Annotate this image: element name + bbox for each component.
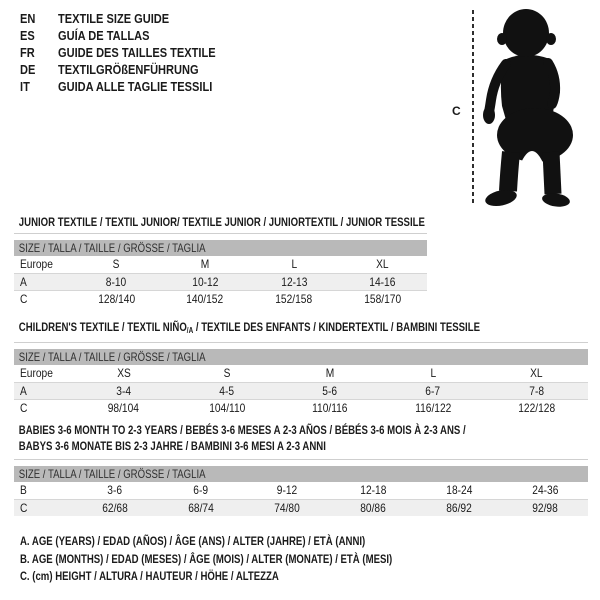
cell-value: 74/80	[274, 500, 300, 515]
row-label: A	[20, 274, 27, 289]
value-cell	[72, 482, 158, 499]
legend-line: C. (cm) HEIGHT / ALTURA / HAUTEUR / HÖHE / ALTEZZA	[20, 569, 279, 583]
height-measure-label: C	[452, 104, 461, 118]
divider	[14, 342, 588, 343]
section-title	[14, 320, 480, 337]
row-label-cell	[14, 382, 72, 399]
language-row	[20, 78, 243, 95]
language-row	[20, 61, 243, 78]
value-cell	[330, 499, 416, 516]
value-cell	[161, 256, 250, 273]
table-header-label: SIZE / TALLA / TAILLE / GRÖSSE / TAGLIA	[18, 350, 206, 364]
language-guide-title: GUIDA ALLE TAGLIE TESSILI	[58, 79, 213, 94]
value-cell	[502, 482, 588, 499]
language-guide-title: TEXTILGRÖßENFÜHRUNG	[58, 62, 199, 77]
table-header-bar	[14, 466, 588, 482]
row-label-cell	[14, 273, 72, 290]
value-cell	[72, 290, 161, 307]
language-code: DE	[20, 62, 36, 77]
cell-value: 6-9	[193, 483, 209, 498]
table-header-bar	[14, 240, 427, 256]
cell-value: XL	[376, 257, 389, 272]
language-row	[20, 10, 243, 27]
value-cell	[244, 482, 330, 499]
value-cell	[72, 273, 161, 290]
section-title-sub: /A	[186, 326, 194, 335]
cell-value: 9-12	[276, 483, 298, 498]
cell-value: 3-6	[107, 483, 123, 498]
value-cell	[175, 399, 278, 416]
value-cell	[250, 273, 339, 290]
row-label: C	[20, 500, 28, 515]
legend	[20, 533, 485, 586]
section-title	[14, 422, 473, 454]
cell-value: S	[223, 366, 231, 381]
row-label: C	[20, 400, 28, 415]
cell-value: 86/92	[446, 500, 472, 515]
value-cell	[278, 382, 381, 399]
row-label: C	[20, 291, 28, 306]
section-title-line1: BABIES 3-6 MONTH TO 2-3 YEARS / BEBÉS 3-6 MESES A 2-3 AÑOS / BÉBÉS 3-6 MOIS À 2-3 ANS /	[18, 423, 466, 437]
cell-value: 62/68	[102, 500, 128, 515]
section-children-textile	[14, 321, 588, 416]
value-cell	[416, 499, 502, 516]
row-label-cell	[14, 256, 72, 273]
section-title-line2: BABYS 3-6 MONATE BIS 2-3 JAHRE / BAMBINI 3-6 MESI A 2-3 ANNI	[18, 439, 326, 453]
language-row	[20, 27, 243, 44]
value-cell	[382, 365, 485, 382]
value-cell	[338, 256, 427, 273]
value-cell	[485, 399, 588, 416]
cell-value: 4-5	[219, 383, 235, 398]
value-cell	[278, 399, 381, 416]
table-row	[14, 290, 427, 307]
cell-value: 10-12	[192, 274, 219, 289]
value-cell	[416, 482, 502, 499]
value-cell	[175, 382, 278, 399]
cell-value: 80/86	[360, 500, 386, 515]
cell-value: 24-36	[531, 483, 559, 498]
section-title: JUNIOR TEXTILE / TEXTIL JUNIOR/ TEXTILE JUNIOR / JUNIORTEXTIL / JUNIOR TESSILE	[18, 215, 425, 229]
value-cell	[485, 382, 588, 399]
size-table	[14, 256, 427, 307]
language-code: ES	[20, 28, 35, 43]
cell-value: 158/170	[364, 291, 402, 306]
table-row	[14, 273, 427, 290]
cell-value: 152/158	[275, 291, 313, 306]
value-cell	[278, 365, 381, 382]
table-header-bar	[14, 349, 588, 365]
value-cell	[382, 399, 485, 416]
baby-silhouette-icon	[482, 8, 582, 210]
value-cell	[72, 382, 175, 399]
language-code: EN	[20, 11, 36, 26]
language-code: IT	[20, 79, 30, 94]
row-label-cell	[14, 399, 72, 416]
row-label: B	[20, 483, 27, 498]
row-label-cell	[14, 482, 72, 499]
value-cell	[158, 482, 244, 499]
value-cell	[158, 499, 244, 516]
table-header-label: SIZE / TALLA / TAILLE / GRÖSSE / TAGLIA	[18, 467, 206, 481]
language-guide-title: GUIDE DES TAILLES TEXTILE	[58, 45, 216, 60]
table-row	[14, 482, 588, 499]
value-cell	[161, 273, 250, 290]
table-row	[14, 399, 588, 416]
cell-value: M	[200, 257, 210, 272]
section-junior-textile	[14, 216, 427, 307]
cell-value: 12-13	[280, 274, 307, 289]
cell-value: 110/116	[312, 400, 348, 415]
section-title-pre: CHILDREN'S TEXTILE / TEXTIL NIÑO	[18, 320, 187, 334]
value-cell	[502, 499, 588, 516]
row-label: A	[20, 383, 27, 398]
cell-value: 3-4	[116, 383, 131, 398]
cell-value: 92/98	[532, 500, 558, 515]
value-cell	[72, 399, 175, 416]
row-label: Europe	[20, 257, 53, 272]
cell-value: XS	[116, 366, 131, 381]
value-cell	[72, 256, 161, 273]
table-row	[14, 382, 588, 399]
value-cell	[72, 499, 158, 516]
cell-value: 104/110	[208, 400, 245, 415]
row-label-cell	[14, 290, 72, 307]
language-row	[20, 44, 243, 61]
cell-value: 18-24	[445, 483, 473, 498]
cell-value: XL	[530, 366, 543, 381]
size-table	[14, 482, 588, 516]
cell-value: M	[325, 366, 335, 381]
cell-value: 6-7	[425, 383, 441, 398]
value-cell	[175, 365, 278, 382]
divider	[14, 459, 588, 460]
section-title-post: / TEXTILE DES ENFANTS / KINDERTEXTIL / BAMBINI TESSILE	[193, 320, 480, 334]
section-babies-textile	[14, 422, 588, 516]
cell-value: L	[430, 366, 436, 381]
legend-line: A. AGE (YEARS) / EDAD (AÑOS) / ÂGE (ANS) / ALTER (JAHRE) / ETÀ (ANNI)	[20, 534, 366, 548]
cell-value: 98/104	[107, 400, 140, 415]
divider	[14, 233, 427, 234]
value-cell	[244, 499, 330, 516]
value-cell	[250, 290, 339, 307]
height-measure-line	[472, 10, 474, 206]
table-row	[14, 499, 588, 516]
row-label: Europe	[20, 366, 53, 381]
value-cell	[250, 256, 339, 273]
cell-value: 12-18	[359, 483, 387, 498]
value-cell	[330, 482, 416, 499]
value-cell	[338, 290, 427, 307]
language-code: FR	[20, 45, 35, 60]
language-guide-title: GUÍA DE TALLAS	[58, 28, 150, 43]
table-row	[14, 365, 588, 382]
size-table	[14, 365, 588, 416]
cell-value: 8-10	[106, 274, 127, 289]
cell-value: 5-6	[322, 383, 338, 398]
table-header-label: SIZE / TALLA / TAILLE / GRÖSSE / TAGLIA	[18, 241, 206, 255]
row-label-cell	[14, 365, 72, 382]
table-row	[14, 256, 427, 273]
language-header	[20, 10, 243, 95]
legend-line: B. AGE (MONTHS) / EDAD (MESES) / ÂGE (MOIS) / ALTER (MONATE) / ETÀ (MESI)	[20, 551, 393, 566]
value-cell	[161, 290, 250, 307]
value-cell	[72, 365, 175, 382]
cell-value: 128/140	[97, 291, 135, 306]
value-cell	[485, 365, 588, 382]
value-cell	[382, 382, 485, 399]
row-label-cell	[14, 499, 72, 516]
cell-value: S	[112, 257, 120, 272]
cell-value: 68/74	[188, 500, 214, 515]
cell-value: 122/128	[517, 400, 555, 415]
cell-value: L	[291, 257, 297, 272]
value-cell	[338, 273, 427, 290]
cell-value: 7-8	[529, 383, 544, 398]
cell-value: 116/122	[415, 400, 452, 415]
cell-value: 14-16	[369, 274, 396, 289]
language-guide-title: TEXTILE SIZE GUIDE	[58, 11, 170, 26]
cell-value: 140/152	[186, 291, 224, 306]
